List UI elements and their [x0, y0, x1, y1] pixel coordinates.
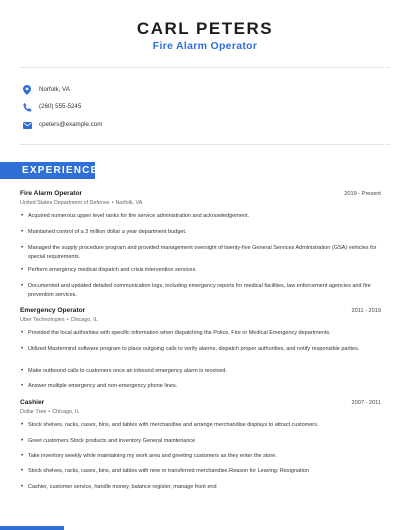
contact-location [22, 84, 70, 96]
job-employer-line: Uber Technologies • Chicago, IL [20, 317, 98, 323]
next-section-bar [0, 526, 64, 530]
bullet-text: Maintained control of a 3 million dollar a year department budget. [28, 229, 187, 235]
bullet-text: Utilized Mastermind software program to place outgoing calls to verify alarms, dispatch proper authorities, and notify responsible parties. [28, 346, 360, 352]
bullet-text: Answer multiple emergency and non-emergency phone lines. [28, 383, 178, 389]
list-item: • Acquired numerous upper level ranks for fire service administration and acknowledgement. [21, 212, 379, 221]
list-item: • Make outbound calls to customers once an inbound emergency alarm is received. [21, 367, 379, 376]
job-employer: United States Department of Defense [20, 200, 110, 206]
bullet-text: Perform emergency medical dispatch and crisis intervention services. [28, 267, 197, 273]
phone-text: (260) 555-5245 [39, 103, 82, 110]
bullet-text: Stock shelves, racks, cases, bins, and tables with new or transferred merchandise.Reason for Leaving: Resignation [28, 468, 309, 474]
experience-section-label: EXPERIENCE [22, 165, 99, 176]
list-item: • Stock shelves, racks, cases, bins, and tables with merchandise and arrange merchandise displays to attract customers. [21, 421, 379, 430]
job-location: Chicago, IL [52, 409, 80, 415]
candidate-name: CARL PETERS [136, 19, 274, 38]
contact-phone [22, 101, 82, 113]
job-title: Cashier [20, 399, 45, 406]
job-employer: Dollar Tree [20, 409, 47, 415]
bullet-text: Provided the local authorities with specific information when dispatching the Police, Fire or Medical Emergency departments. [28, 330, 331, 336]
bullet-text: Greet customers Stock products and inventory General maintenance [28, 438, 196, 444]
list-item: • Greet customers Stock products and inventory General maintenance [21, 437, 379, 446]
job-employer-line: United States Department of Defense • Norfolk, VA [20, 200, 143, 206]
contact-divider [20, 144, 390, 145]
location-pin-icon [22, 85, 32, 95]
list-item: • Cashier, customer service, handle money, balance register, manage front end [21, 483, 379, 492]
list-item: • Stock shelves, racks, cases, bins, and tables with new or transferred merchandise.Reason for Leaving: Resignation [21, 467, 379, 476]
candidate-title: Fire Alarm Operator [152, 40, 258, 52]
job-location: Norfolk, VA [115, 200, 143, 206]
job-title: Emergency Operator [20, 307, 86, 314]
job-dates: 2011 - 2019 [351, 308, 381, 314]
job-dates: 2007 - 2011 [351, 400, 381, 406]
email-text: cpeters@example.com [39, 121, 103, 128]
job-employer-line: Dollar Tree • Chicago, IL [20, 409, 80, 415]
bullet-text: Documented and updated detailed communication logs, including emergency reports for medical facilities, law enforcement agencies and fire prevention services. [28, 283, 371, 298]
header-divider [20, 67, 390, 68]
list-item: • Utilized Mastermind software program to place outgoing calls to verify alarms, dispatch proper authorities, and notify responsible parties. [21, 345, 379, 354]
bullet-text: Managed the supply procedure program and provided management oversight of twenty-five General Services Administration (GSA) vehicles for special requirements. [28, 245, 377, 260]
bullet-text: Take inventory weekly while maintaining my work area and greeting customers as they enter the store. [28, 453, 277, 459]
list-item: • Answer multiple emergency and non-emergency phone lines. [21, 382, 379, 391]
job-employer: Uber Technologies [20, 317, 65, 323]
list-item: • Documented and updated detailed communication logs, including emergency reports for medical facilities, law enforcement agencies and fire prevention services. [21, 282, 379, 300]
phone-icon [22, 102, 32, 112]
bullet-text: Acquired numerous upper level ranks for fire service administration and acknowledgement. [28, 213, 250, 219]
list-item: • Perform emergency medical dispatch and crisis intervention services. [21, 266, 379, 275]
list-item: • Take inventory weekly while maintaining my work area and greeting customers as they enter the store. [21, 452, 379, 461]
bullet-text: Make outbound calls to customers once an inbound emergency alarm is received. [28, 368, 228, 374]
list-item: • Maintained control of a 3 million dollar a year department budget. [21, 228, 379, 237]
job-dates: 2019 - Present [344, 191, 381, 197]
list-item: • Managed the supply procedure program and provided management oversight of twenty-five General Services Administration (GSA) vehicles for special requirements. [21, 244, 379, 262]
location-text: Norfolk, VA [39, 86, 70, 93]
job-title: Fire Alarm Operator [20, 190, 83, 197]
contact-email [22, 119, 103, 131]
bullet-text: Stock shelves, racks, cases, bins, and tables with merchandise and arrange merchandise displays to attract customers. [28, 422, 319, 428]
experience-section-header [0, 162, 99, 179]
email-icon [22, 120, 32, 130]
bullet-text: Cashier, customer service, handle money, balance register, manage front end [28, 484, 217, 490]
list-item: • Provided the local authorities with specific information when dispatching the Police, Fire or Medical Emergency departments. [21, 329, 379, 338]
job-location: Chicago, IL [70, 317, 98, 323]
